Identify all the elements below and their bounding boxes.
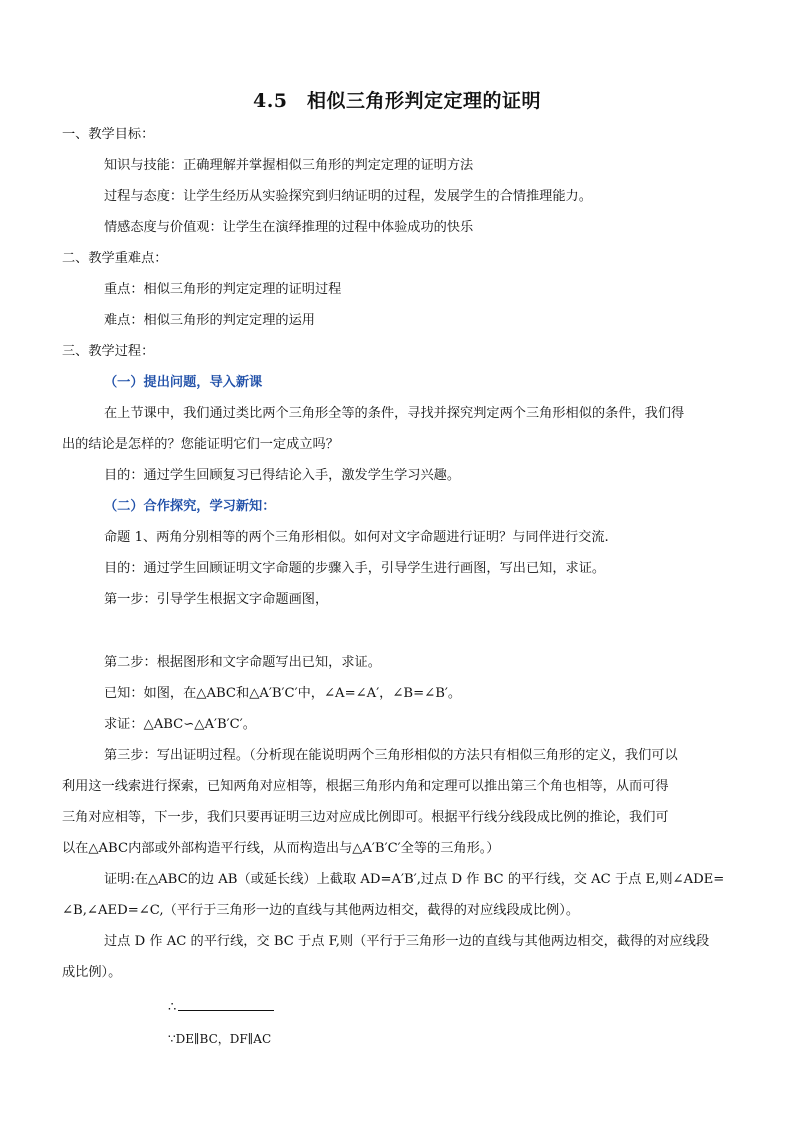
- objective-process: 过程与态度：让学生经历从实验探究到归纳证明的过程，发展学生的合情推理能力。: [104, 189, 592, 204]
- proof-line: ∠B,∠AED=∠C,（平行于三角形一边的直线与其他两边相交，截得的对应线段成比例）。: [62, 903, 580, 918]
- therefore-line: [168, 998, 274, 1017]
- subsection-heading-explore: （二）合作探究，学习新知：: [104, 499, 276, 514]
- objective-emotion: 情感态度与价值观：让学生在演绎推理的过程中体验成功的快乐: [104, 220, 474, 235]
- paragraph-line: 出的结论是怎样的？您能证明它们一定成立吗？: [62, 437, 339, 452]
- paragraph-line: 第三步：写出证明过程。（分析现在能说明两个三角形相似的方法只有相似三角形的定义，我们可以: [104, 748, 678, 763]
- key-point: 重点：相似三角形的判定定理的证明过程: [104, 282, 342, 297]
- page-title: 4.5 相似三角形判定定理的证明: [252, 90, 542, 112]
- objective-knowledge: 知识与技能：正确理解并掌握相似三角形的判定定理的证明方法: [104, 158, 474, 173]
- section-heading-process: 三、教学过程：: [62, 344, 155, 359]
- therefore-symbol: ∴: [168, 1000, 177, 1015]
- difficult-point: 难点：相似三角形的判定定理的运用: [104, 313, 315, 328]
- section-heading-objectives: 一、教学目标：: [62, 127, 155, 142]
- paragraph-line: 第二步：根据图形和文字命题写出已知，求证。: [104, 655, 381, 670]
- paragraph-line: 目的：通过学生回顾复习已得结论入手，激发学生学习兴趣。: [104, 468, 461, 483]
- prove-statement: 求证：△ABC∽△A′B′C′。: [104, 717, 256, 732]
- proof-line: 过点 D 作 AC 的平行线，交 BC 于点 F,则（平行于三角形一边的直线与其他两边相交，截得的对应线段: [104, 934, 710, 949]
- given-statement: 已知：如图，在△ABC和△A′B′C′中，∠A=∠A′，∠B=∠B′。: [104, 686, 462, 701]
- paragraph-line: 目的：通过学生回顾证明文字命题的步骤入手，引导学生进行画图，写出已知，求证。: [104, 561, 606, 576]
- paragraph-line: 第一步：引导学生根据文字命题画图，: [104, 592, 329, 607]
- paragraph-line: 利用这一线索进行探索，已知两角对应相等，根据三角形内角和定理可以推出第三个角也相等，从而可得: [62, 779, 669, 794]
- paragraph-line: 命题 1、两角分别相等的两个三角形相似。如何对文字命题进行证明？与同伴进行交流.: [104, 530, 609, 545]
- paragraph-line: 三角对应相等，下一步，我们只要再证明三边对应成比例即可。根据平行线分线段成比例的推论，我们可: [62, 810, 669, 825]
- subsection-heading-intro: （一）提出问题，导入新课: [104, 375, 263, 390]
- paragraph-line: 在上节课中，我们通过类比两个三角形全等的条件，寻找并探究判定两个三角形相似的条件，我们得: [104, 406, 685, 421]
- section-heading-key-points: 二、教学重难点：: [62, 251, 168, 266]
- proof-line: 证明:在△ABC的边 AB（或延长线）上截取 AD=A′B′,过点 D 作 BC 的平行线，交 AC 于点 E,则∠ADE=: [104, 872, 725, 887]
- answer-blank: [178, 998, 274, 1011]
- proof-line: 成比例）。: [62, 965, 122, 980]
- because-line: ∵DE∥BC，DF∥AC: [168, 1032, 272, 1046]
- paragraph-line: 以在△ABC内部或外部构造平行线，从而构造出与△A′B′C′全等的三角形。）: [62, 841, 500, 856]
